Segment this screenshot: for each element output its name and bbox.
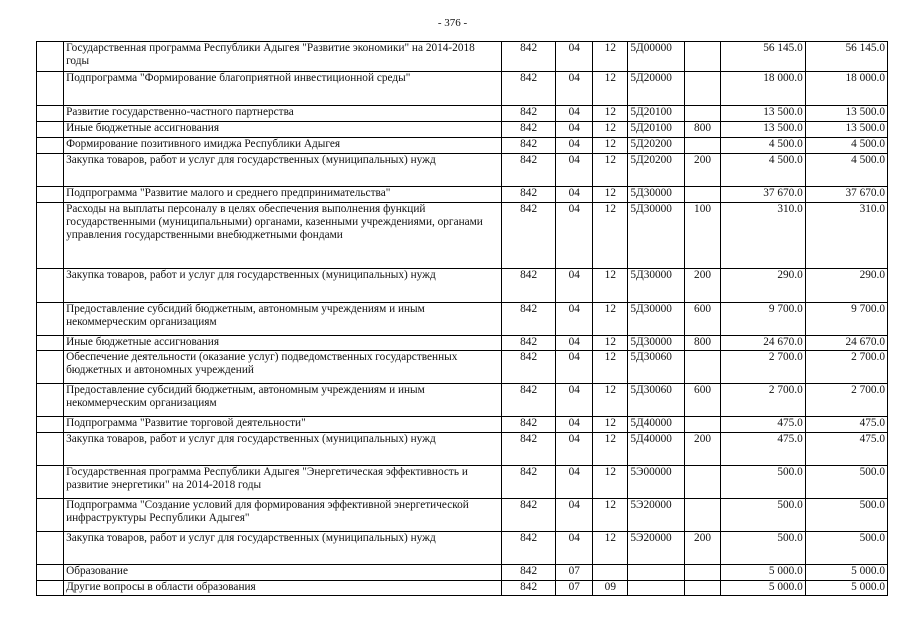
section-code-cell: 04 <box>556 433 593 466</box>
row-name-cell: Подпрограмма "Развитие малого и среднего предпринимательства" <box>64 187 502 203</box>
ministry-code-cell: 842 <box>502 532 556 565</box>
subsection-code-cell <box>593 565 628 581</box>
amount-cell-1: 13 500.0 <box>720 106 805 122</box>
table-row <box>37 187 888 203</box>
ministry-code-cell: 842 <box>502 466 556 499</box>
table-row <box>37 72 888 106</box>
expense-type-cell <box>685 417 720 433</box>
amount-cell-2: 4 500.0 <box>805 154 887 187</box>
amount-cell-2: 5 000.0 <box>805 565 887 581</box>
table-row <box>37 42 888 72</box>
table-row <box>37 106 888 122</box>
section-code-cell: 04 <box>556 187 593 203</box>
row-name-cell: Закупка товаров, работ и услуг для государственных (муниципальных) нужд <box>64 433 502 466</box>
subsection-code-cell: 12 <box>593 42 628 72</box>
expense-type-cell <box>685 499 720 532</box>
row-index-cell <box>37 532 64 565</box>
row-index-cell <box>37 565 64 581</box>
subsection-code-cell: 12 <box>593 466 628 499</box>
section-code-cell: 04 <box>556 106 593 122</box>
row-name-cell: Закупка товаров, работ и услуг для государственных (муниципальных) нужд <box>64 154 502 187</box>
row-index-cell <box>37 72 64 106</box>
target-article-cell: 5Д00000 <box>628 42 685 72</box>
expense-type-cell <box>685 106 720 122</box>
ministry-code-cell: 842 <box>502 499 556 532</box>
amount-cell-2: 56 145.0 <box>805 42 887 72</box>
amount-cell-1: 4 500.0 <box>720 138 805 154</box>
table-row <box>37 384 888 417</box>
subsection-code-cell: 12 <box>593 187 628 203</box>
target-article-cell: 5Э20000 <box>628 532 685 565</box>
ministry-code-cell: 842 <box>502 433 556 466</box>
row-name-cell: Подпрограмма "Создание условий для формирования эффективной энергетической инфраструктуры Республики Адыгея" <box>64 499 502 532</box>
ministry-code-cell: 842 <box>502 72 556 106</box>
table-row <box>37 351 888 384</box>
subsection-code-cell: 12 <box>593 532 628 565</box>
section-code-cell: 04 <box>556 203 593 269</box>
ministry-code-cell: 842 <box>502 565 556 581</box>
row-name-cell: Другие вопросы в области образования <box>64 581 502 596</box>
table-row <box>37 203 888 269</box>
ministry-code-cell: 842 <box>502 106 556 122</box>
subsection-code-cell: 12 <box>593 203 628 269</box>
amount-cell-2: 2 700.0 <box>805 351 887 384</box>
table-row <box>37 499 888 532</box>
row-index-cell <box>37 433 64 466</box>
row-index-cell <box>37 384 64 417</box>
table-row <box>37 581 888 596</box>
subsection-code-cell: 12 <box>593 417 628 433</box>
row-name-cell: Предоставление субсидий бюджетным, автономным учреждениям и иным некоммерческим организациям <box>64 303 502 336</box>
row-name-cell: Формирование позитивного имиджа Республики Адыгея <box>64 138 502 154</box>
target-article-cell: 5Д20200 <box>628 138 685 154</box>
ministry-code-cell: 842 <box>502 269 556 303</box>
expense-type-cell <box>685 72 720 106</box>
table-row <box>37 417 888 433</box>
amount-cell-2: 37 670.0 <box>805 187 887 203</box>
amount-cell-1: 13 500.0 <box>720 122 805 138</box>
amount-cell-1: 500.0 <box>720 499 805 532</box>
expense-type-cell: 600 <box>685 303 720 336</box>
amount-cell-1: 310.0 <box>720 203 805 269</box>
expense-type-cell: 100 <box>685 203 720 269</box>
section-code-cell: 04 <box>556 138 593 154</box>
row-name-cell: Подпрограмма "Развитие торговой деятельности" <box>64 417 502 433</box>
section-code-cell: 04 <box>556 336 593 351</box>
row-index-cell <box>37 154 64 187</box>
expense-type-cell <box>685 581 720 596</box>
amount-cell-2: 13 500.0 <box>805 106 887 122</box>
section-code-cell: 07 <box>556 581 593 596</box>
expense-type-cell: 200 <box>685 532 720 565</box>
ministry-code-cell: 842 <box>502 384 556 417</box>
amount-cell-2: 18 000.0 <box>805 72 887 106</box>
budget-table <box>36 41 888 596</box>
amount-cell-1: 9 700.0 <box>720 303 805 336</box>
section-code-cell: 04 <box>556 122 593 138</box>
table-row <box>37 269 888 303</box>
amount-cell-2: 500.0 <box>805 466 887 499</box>
section-code-cell: 04 <box>556 303 593 336</box>
ministry-code-cell: 842 <box>502 581 556 596</box>
amount-cell-2: 475.0 <box>805 433 887 466</box>
row-index-cell <box>37 42 64 72</box>
amount-cell-1: 475.0 <box>720 433 805 466</box>
target-article-cell <box>628 581 685 596</box>
row-index-cell <box>37 303 64 336</box>
target-article-cell: 5Э20000 <box>628 499 685 532</box>
target-article-cell: 5Д20100 <box>628 106 685 122</box>
amount-cell-1: 37 670.0 <box>720 187 805 203</box>
amount-cell-2: 4 500.0 <box>805 138 887 154</box>
section-code-cell: 04 <box>556 154 593 187</box>
row-name-cell: Государственная программа Республики Адыгея "Энергетическая эффективность и развитие энергетики" на 2014-2018 годы <box>64 466 502 499</box>
table-row <box>37 565 888 581</box>
expense-type-cell <box>685 466 720 499</box>
target-article-cell: 5Д20200 <box>628 154 685 187</box>
amount-cell-2: 500.0 <box>805 532 887 565</box>
section-code-cell: 04 <box>556 532 593 565</box>
row-index-cell <box>37 466 64 499</box>
row-name-cell: Образование <box>64 565 502 581</box>
row-index-cell <box>37 138 64 154</box>
amount-cell-2: 9 700.0 <box>805 303 887 336</box>
amount-cell-1: 2 700.0 <box>720 384 805 417</box>
row-name-cell: Расходы на выплаты персоналу в целях обеспечения выполнения функций государственными (муниципальными) органами, казенными учреждениями, органами управления государственными внебюджетными фондами <box>64 203 502 269</box>
section-code-cell: 04 <box>556 417 593 433</box>
amount-cell-2: 24 670.0 <box>805 336 887 351</box>
expense-type-cell: 800 <box>685 336 720 351</box>
expense-type-cell <box>685 42 720 72</box>
target-article-cell: 5Д30060 <box>628 384 685 417</box>
subsection-code-cell: 12 <box>593 106 628 122</box>
target-article-cell <box>628 565 685 581</box>
ministry-code-cell: 842 <box>502 154 556 187</box>
amount-cell-1: 4 500.0 <box>720 154 805 187</box>
target-article-cell: 5Д30000 <box>628 336 685 351</box>
table-row <box>37 532 888 565</box>
row-index-cell <box>37 203 64 269</box>
amount-cell-2: 475.0 <box>805 417 887 433</box>
table-row <box>37 433 888 466</box>
row-index-cell <box>37 269 64 303</box>
expense-type-cell <box>685 351 720 384</box>
target-article-cell: 5Д40000 <box>628 433 685 466</box>
row-index-cell <box>37 336 64 351</box>
subsection-code-cell: 12 <box>593 269 628 303</box>
table-row <box>37 138 888 154</box>
section-code-cell: 07 <box>556 565 593 581</box>
subsection-code-cell: 12 <box>593 303 628 336</box>
row-name-cell: Закупка товаров, работ и услуг для государственных (муниципальных) нужд <box>64 269 502 303</box>
target-article-cell: 5Д40000 <box>628 417 685 433</box>
ministry-code-cell: 842 <box>502 187 556 203</box>
page-number: - 376 - <box>437 17 468 29</box>
table-row <box>37 154 888 187</box>
section-code-cell: 04 <box>556 351 593 384</box>
row-name-cell: Развитие государственно-частного партнерства <box>64 106 502 122</box>
subsection-code-cell: 12 <box>593 351 628 384</box>
amount-cell-1: 5 000.0 <box>720 581 805 596</box>
target-article-cell: 5Э00000 <box>628 466 685 499</box>
amount-cell-2: 13 500.0 <box>805 122 887 138</box>
subsection-code-cell: 12 <box>593 499 628 532</box>
ministry-code-cell: 842 <box>502 42 556 72</box>
table-row <box>37 466 888 499</box>
row-name-cell: Иные бюджетные ассигнования <box>64 336 502 351</box>
subsection-code-cell: 09 <box>593 581 628 596</box>
amount-cell-1: 500.0 <box>720 532 805 565</box>
amount-cell-2: 500.0 <box>805 499 887 532</box>
ministry-code-cell: 842 <box>502 303 556 336</box>
expense-type-cell: 200 <box>685 269 720 303</box>
subsection-code-cell: 12 <box>593 122 628 138</box>
row-name-cell: Государственная программа Республики Адыгея "Развитие экономики" на 2014-2018 годы <box>64 42 502 72</box>
amount-cell-1: 475.0 <box>720 417 805 433</box>
row-index-cell <box>37 187 64 203</box>
subsection-code-cell: 12 <box>593 138 628 154</box>
table-row <box>37 303 888 336</box>
row-index-cell <box>37 581 64 596</box>
target-article-cell: 5Д30060 <box>628 351 685 384</box>
target-article-cell: 5Д20000 <box>628 72 685 106</box>
row-name-cell: Подпрограмма "Формирование благоприятной инвестиционной среды" <box>64 72 502 106</box>
row-index-cell <box>37 417 64 433</box>
expense-type-cell <box>685 565 720 581</box>
amount-cell-2: 290.0 <box>805 269 887 303</box>
amount-cell-1: 56 145.0 <box>720 42 805 72</box>
amount-cell-1: 5 000.0 <box>720 565 805 581</box>
row-name-cell: Обеспечение деятельности (оказание услуг) подведомственных государственных бюджетных и автономных учреждений <box>64 351 502 384</box>
row-name-cell: Предоставление субсидий бюджетным, автономным учреждениям и иным некоммерческим организациям <box>64 384 502 417</box>
subsection-code-cell: 12 <box>593 336 628 351</box>
table-row <box>37 122 888 138</box>
row-index-cell <box>37 106 64 122</box>
subsection-code-cell: 12 <box>593 72 628 106</box>
target-article-cell: 5Д30000 <box>628 269 685 303</box>
amount-cell-2: 310.0 <box>805 203 887 269</box>
amount-cell-1: 18 000.0 <box>720 72 805 106</box>
subsection-code-cell: 12 <box>593 154 628 187</box>
ministry-code-cell: 842 <box>502 351 556 384</box>
amount-cell-1: 24 670.0 <box>720 336 805 351</box>
amount-cell-1: 2 700.0 <box>720 351 805 384</box>
table-row <box>37 336 888 351</box>
expense-type-cell: 200 <box>685 433 720 466</box>
section-code-cell: 04 <box>556 269 593 303</box>
expense-type-cell <box>685 138 720 154</box>
amount-cell-1: 500.0 <box>720 466 805 499</box>
section-code-cell: 04 <box>556 384 593 417</box>
amount-cell-2: 5 000.0 <box>805 581 887 596</box>
budget-table-body <box>37 42 888 596</box>
subsection-code-cell: 12 <box>593 384 628 417</box>
row-name-cell: Закупка товаров, работ и услуг для государственных (муниципальных) нужд <box>64 532 502 565</box>
row-index-cell <box>37 122 64 138</box>
section-code-cell: 04 <box>556 42 593 72</box>
section-code-cell: 04 <box>556 72 593 106</box>
subsection-code-cell: 12 <box>593 433 628 466</box>
target-article-cell: 5Д30000 <box>628 303 685 336</box>
section-code-cell: 04 <box>556 466 593 499</box>
expense-type-cell <box>685 187 720 203</box>
section-code-cell: 04 <box>556 499 593 532</box>
row-index-cell <box>37 351 64 384</box>
ministry-code-cell: 842 <box>502 417 556 433</box>
ministry-code-cell: 842 <box>502 203 556 269</box>
amount-cell-2: 2 700.0 <box>805 384 887 417</box>
expense-type-cell: 200 <box>685 154 720 187</box>
target-article-cell: 5Д30000 <box>628 203 685 269</box>
ministry-code-cell: 842 <box>502 122 556 138</box>
amount-cell-1: 290.0 <box>720 269 805 303</box>
row-index-cell <box>37 499 64 532</box>
target-article-cell: 5Д30000 <box>628 187 685 203</box>
expense-type-cell: 800 <box>685 122 720 138</box>
expense-type-cell: 600 <box>685 384 720 417</box>
row-name-cell: Иные бюджетные ассигнования <box>64 122 502 138</box>
target-article-cell: 5Д20100 <box>628 122 685 138</box>
ministry-code-cell: 842 <box>502 138 556 154</box>
ministry-code-cell: 842 <box>502 336 556 351</box>
